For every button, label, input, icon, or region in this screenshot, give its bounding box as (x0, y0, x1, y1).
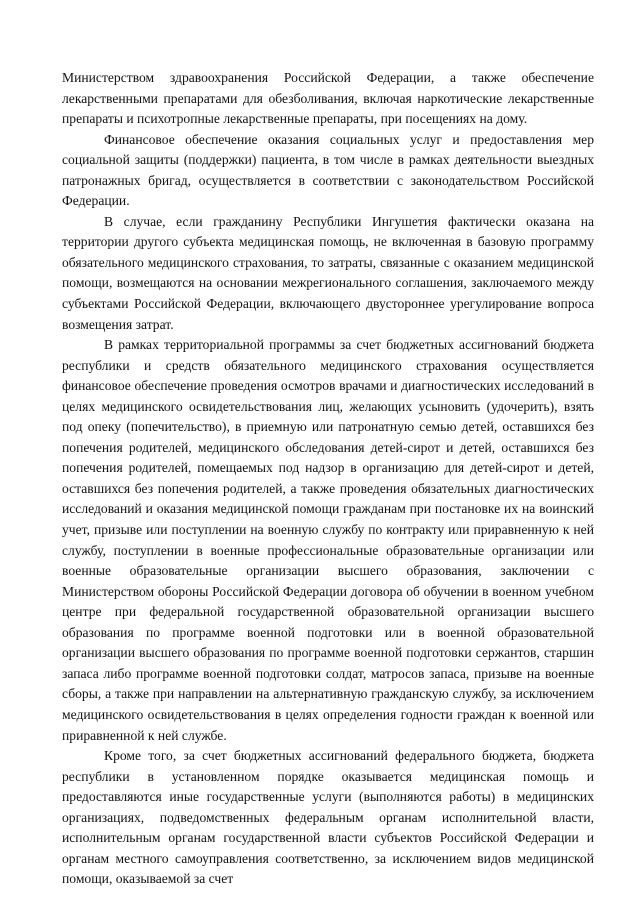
paragraph-federal-budget: Кроме того, за счет бюджетных ассигнований федерального бюджета, бюджета республики в установленном порядке оказывается медицинская помощь и предоставляются иные государственные услуги (выполняются работы) в медицинских организациях, подведомственных федеральным органам исполнительной власти, исполнительным органам государственной власти субъектов Российской Федерации и органам местного самоуправления соответственно, за исключением видов медицинской помощи, оказываемой за счет (62, 748, 594, 887)
paragraph-continuation: Министерством здравоохранения Российской Федерации, а также обеспечение лекарственными препаратами для обезболивания, включая наркотические лекарственные препараты и психотропные лекарственные препараты, при посещениях на дому. (62, 70, 594, 127)
document-page (62, 68, 594, 890)
paragraph-territorial-program: В рамках территориальной программы за счет бюджетных ассигнований бюджета республики и средств обязательного медицинского страхования осуществляется финансовое обеспечение проведения осмотров врачами и диагностических исследований в целях медицинского освидетельствования лиц, желающих усыновить (удочерить), взять под опеку (попечительство), в приемную или патронатную семью детей, оставшихся без попечения родителей, медицинского обследования детей-сирот и детей, оставшихся без попечения родителей, помещаемых под надзор в организацию для детей-сирот и детей, оставшихся без попечения родителей, а также проведения обязательных диагностических исследований и оказания медицинской помощи гражданам при постановке их на воинский учет, призыве или поступлении на военную службу по контракту или приравненную к ней службу, поступлении в военные профессиональные образовательные организации или военные образовательные организации высшего образования, заключении с Министерством обороны Российской Федерации договора об обучении в военном учебном центре при федеральной государственной образовательной организации высшего образования по программе военной подготовки или в военной образовательной организации высшего образования по программе военной подготовки сержантов, старшин запаса либо программе военной подготовки солдат, матросов запаса, призыве на военные сборы, а также при направлении на альтернативную гражданскую службу, за исключением медицинского освидетельствования в целях определения годности граждан к военной или приравненной к ней службе. (62, 337, 594, 743)
paragraph-interregional: В случае, если гражданину Республики Ингушетия фактически оказана на территории другого субъекта медицинская помощь, не включенная в базовую программу обязательного медицинского страхования, то затраты, связанные с оказанием медицинской помощи, возмещаются на основании межрегионального соглашения, заключаемого между субъектами Российской Федерации, включающего двустороннее урегулирование вопроса возмещения затрат. (62, 213, 594, 332)
paragraph-social-services: Финансовое обеспечение оказания социальных услуг и предоставления мер социальной защиты (поддержки) пациента, в том числе в рамках деятельности выездных патронажных бригад, осуществляется в соответствии с законодательством Российской Федерации. (62, 131, 594, 209)
